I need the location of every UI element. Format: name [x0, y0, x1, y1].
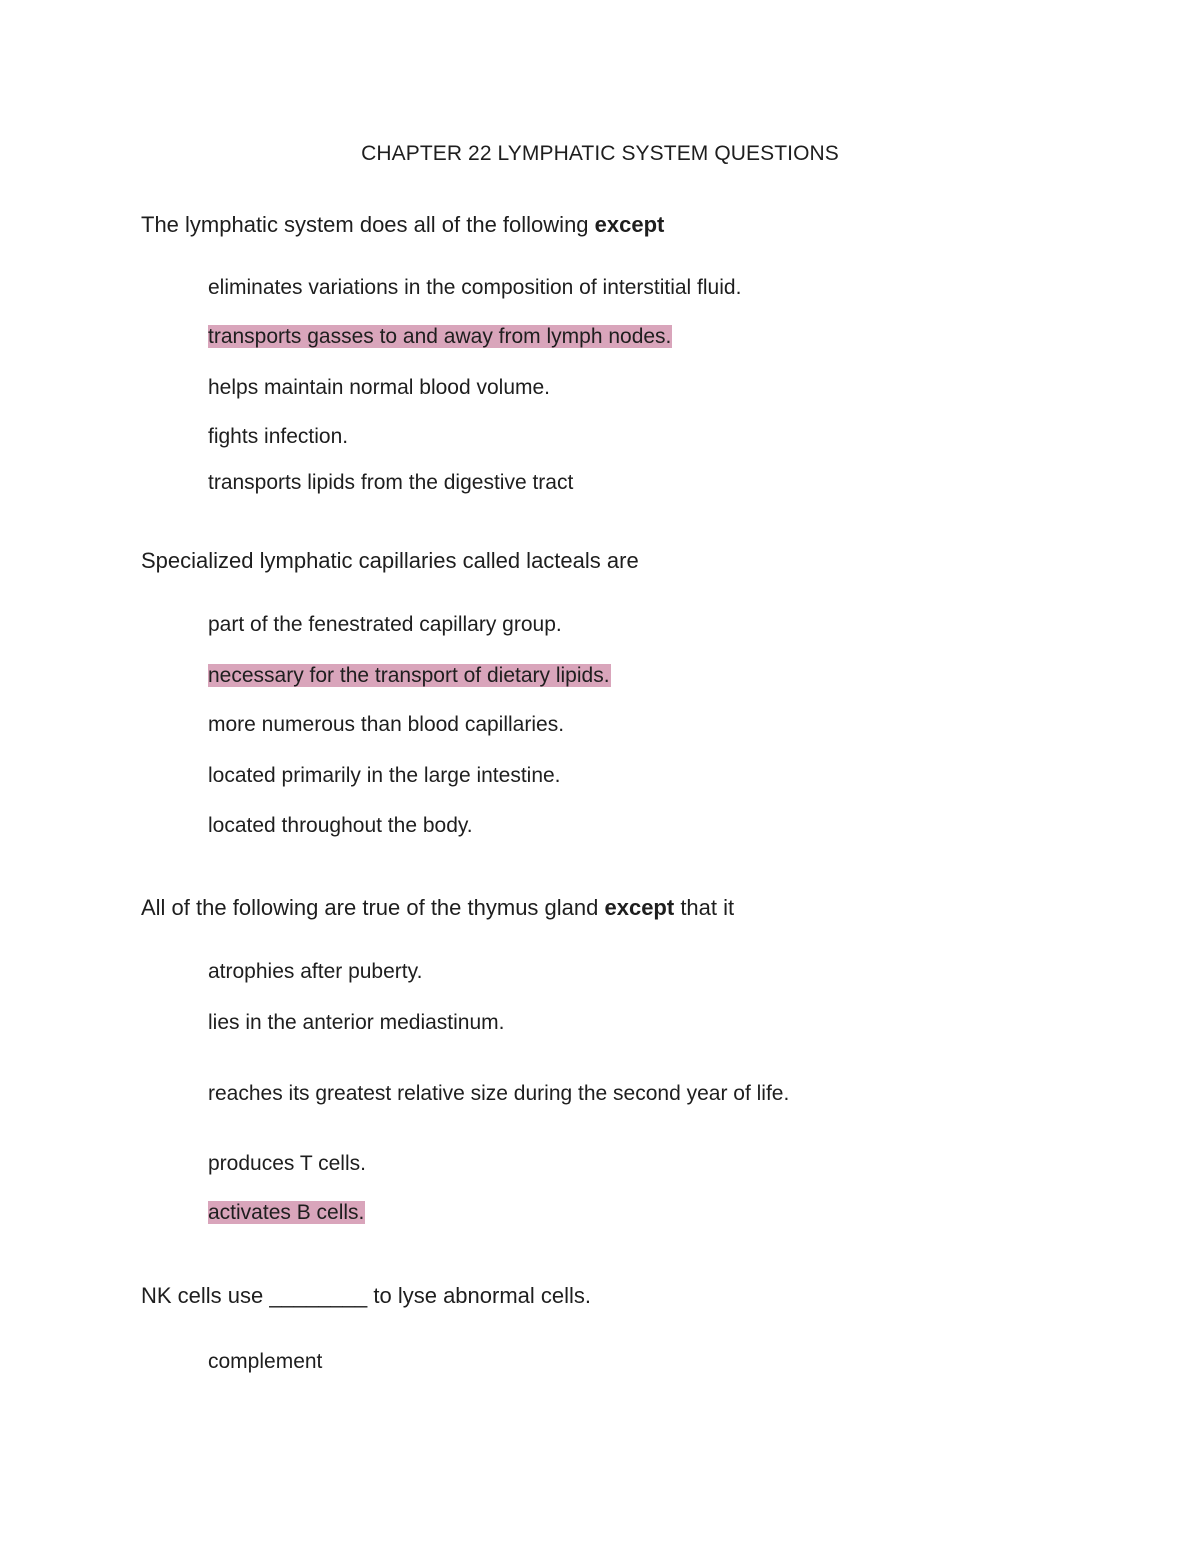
question-3-option-2: lies in the anterior mediastinum.	[208, 1011, 505, 1034]
question-stem-text: The lymphatic system does all of the following	[141, 212, 595, 237]
question-stem-text: Specialized lymphatic capillaries called lacteals are	[141, 548, 639, 573]
question-3-option-5	[208, 1199, 365, 1226]
question-2-option-1: part of the fenestrated capillary group.	[208, 613, 562, 636]
question-4-stem	[141, 1282, 591, 1310]
question-4-option-1: complement	[208, 1350, 323, 1373]
highlighted-answer: activates B cells.	[208, 1201, 365, 1224]
question-1-option-1: eliminates variations in the composition of interstitial fluid.	[208, 276, 742, 299]
question-1-option-4: fights infection.	[208, 425, 349, 448]
highlighted-answer: transports gasses to and away from lymph nodes.	[208, 325, 672, 348]
question-1-option-2	[208, 323, 672, 350]
question-3-option-4: produces T cells.	[208, 1152, 366, 1175]
question-2-option-2	[208, 662, 611, 689]
question-stem-text: All of the following are true of the thymus gland	[141, 895, 605, 920]
question-3-stem	[141, 894, 734, 922]
question-1-stem	[141, 211, 664, 239]
question-3-option-1: atrophies after puberty.	[208, 960, 423, 983]
question-stem-text: NK cells use ________ to lyse abnormal cells.	[141, 1283, 592, 1308]
question-stem-text-after: that it	[674, 895, 735, 920]
question-2-option-3: more numerous than blood capillaries.	[208, 713, 565, 736]
question-3-option-3: reaches its greatest relative size during the second year of life.	[208, 1082, 790, 1105]
question-2-option-4: located primarily in the large intestine.	[208, 764, 561, 787]
page-title: CHAPTER 22 LYMPHATIC SYSTEM QUESTIONS	[361, 142, 839, 165]
highlighted-answer: necessary for the transport of dietary lipids.	[208, 664, 610, 687]
question-stem-emphasis: except	[594, 212, 665, 237]
question-1-option-5: transports lipids from the digestive tract	[208, 471, 574, 494]
question-1-option-3: helps maintain normal blood volume.	[208, 376, 551, 399]
question-2-stem	[141, 547, 639, 575]
question-stem-emphasis: except	[604, 895, 675, 920]
question-2-option-5: located throughout the body.	[208, 814, 473, 837]
